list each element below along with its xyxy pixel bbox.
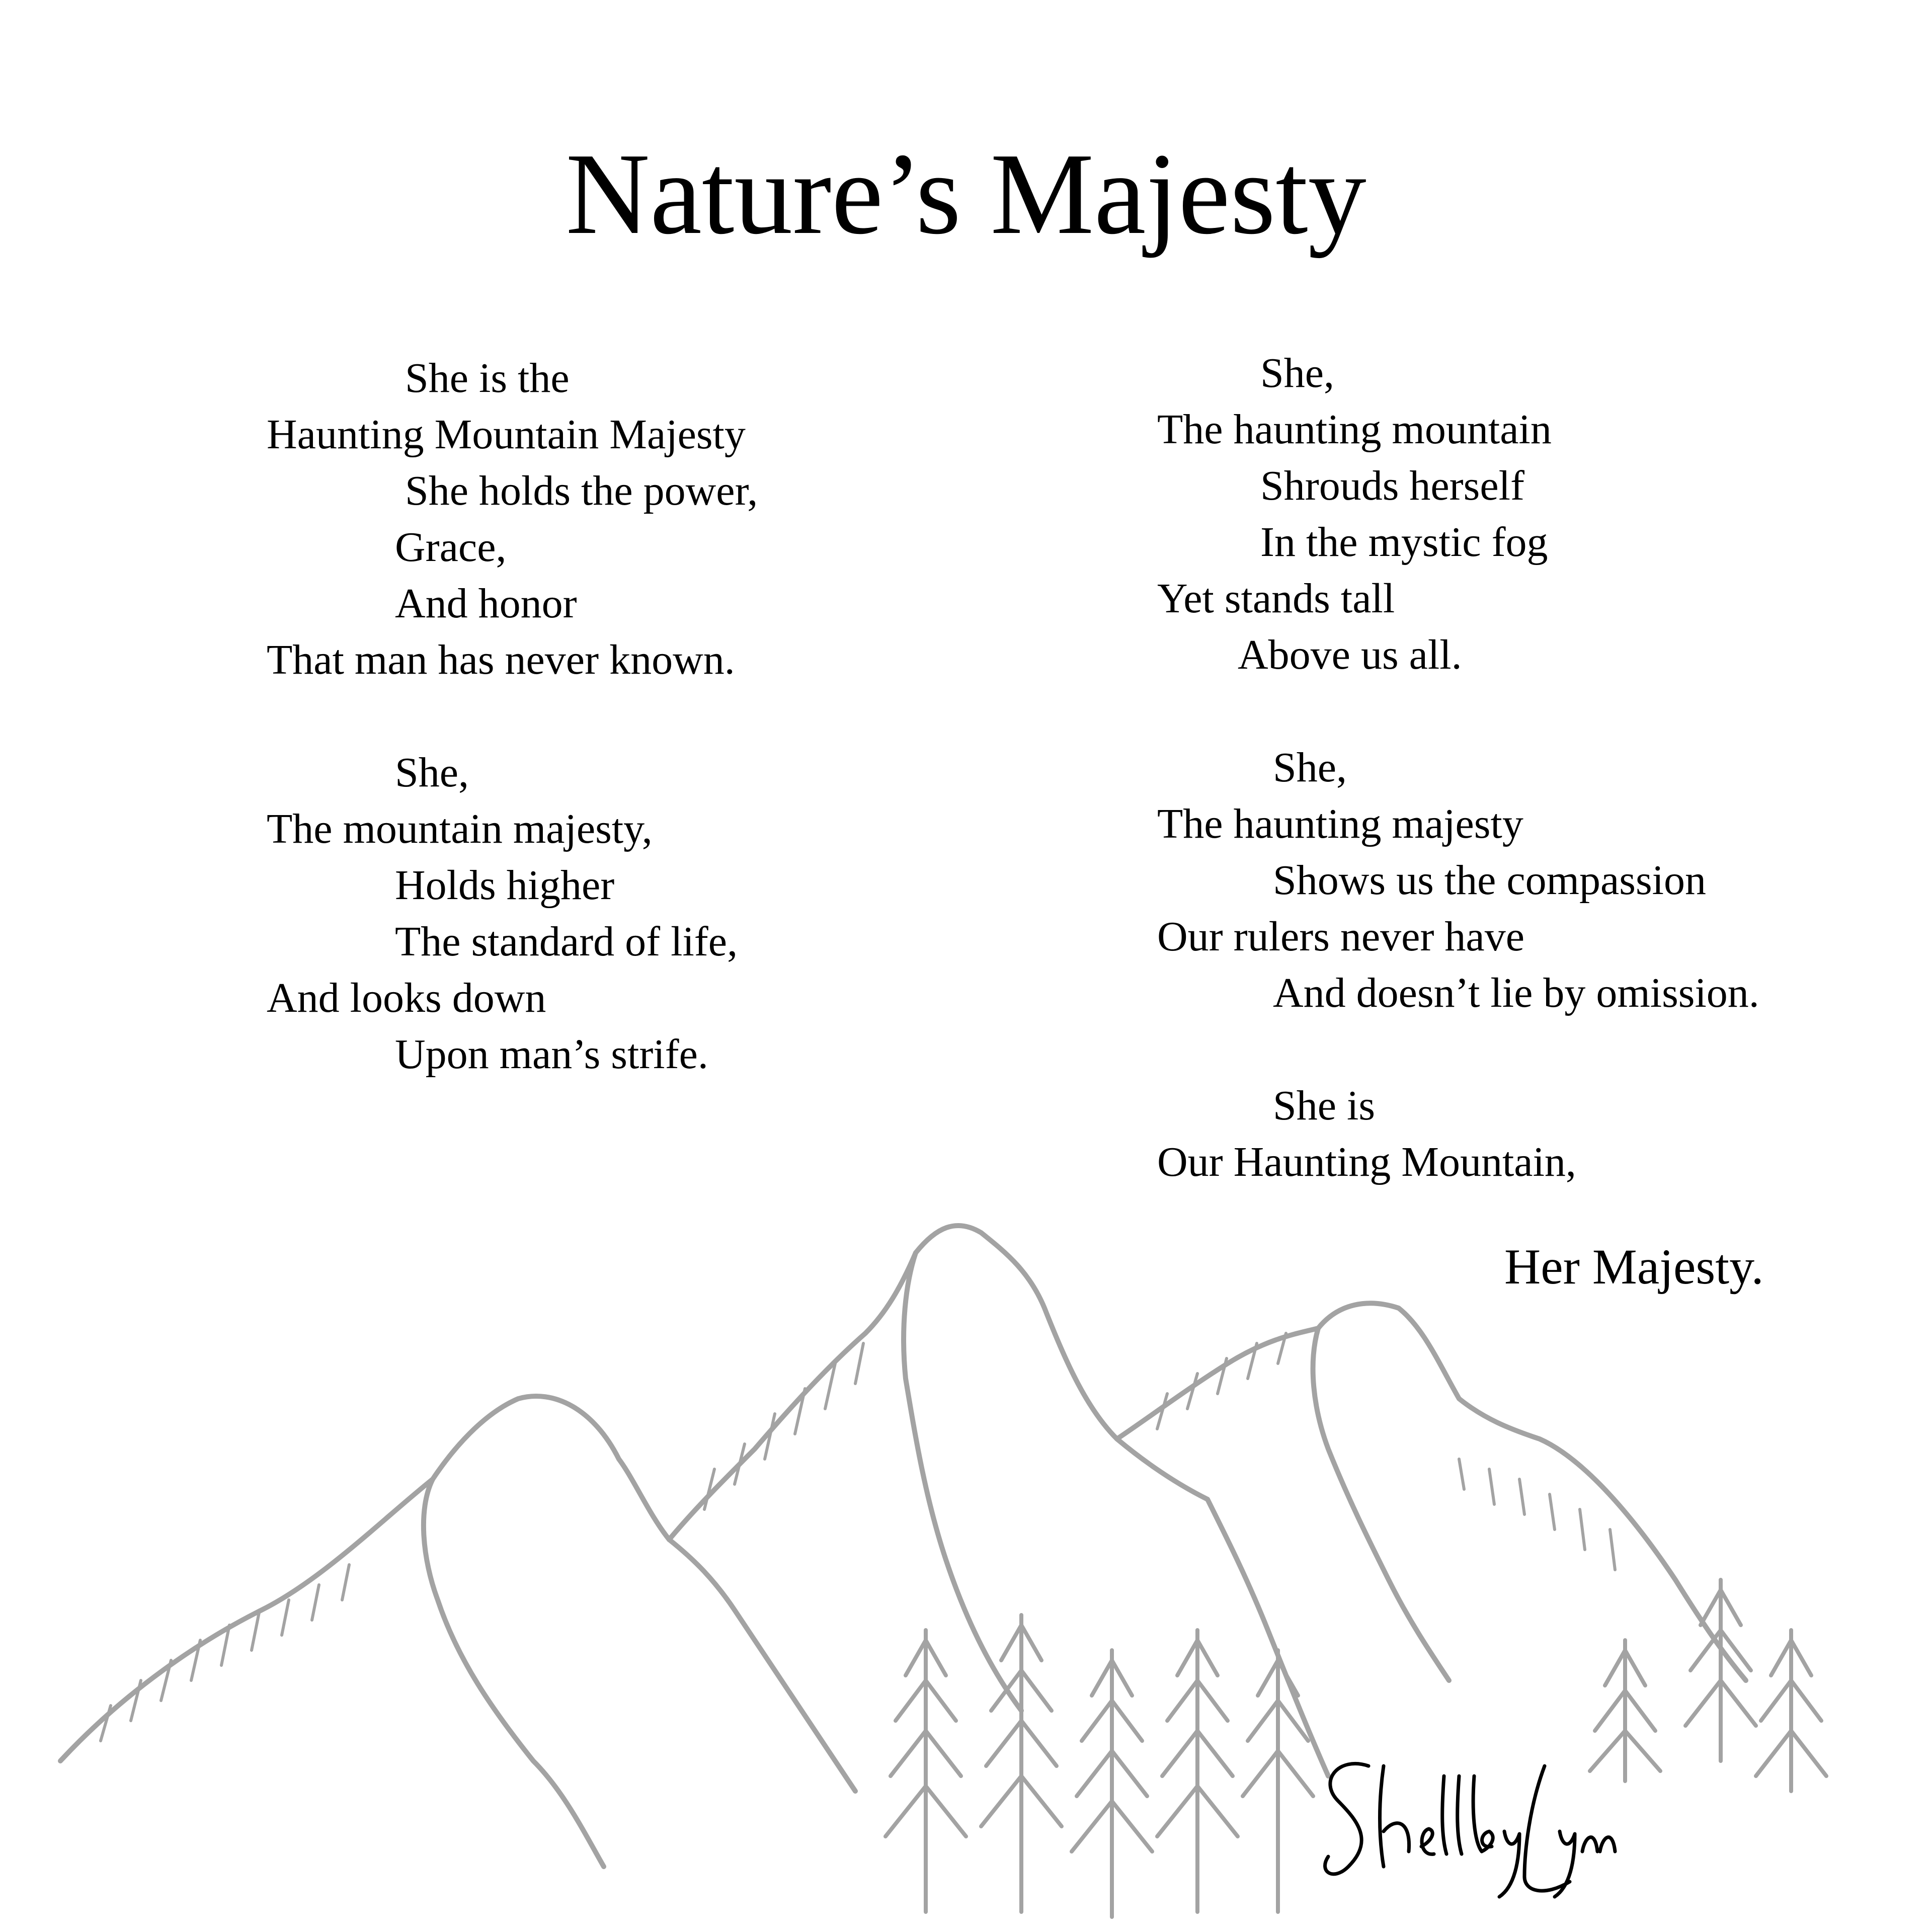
mountain-illustration xyxy=(0,1197,1932,1932)
hatching xyxy=(704,1343,863,1509)
pine-tree xyxy=(1072,1650,1152,1917)
poem-line: She is the xyxy=(405,355,570,401)
mountain-outline xyxy=(1313,1328,1449,1680)
poem-line: She, xyxy=(1260,350,1334,396)
pine-tree xyxy=(886,1630,966,1912)
poem-line: Our rulers never have xyxy=(1157,913,1524,960)
poem-line: Our Haunting Mountain, xyxy=(1157,1139,1576,1185)
mountain-outline xyxy=(424,1479,604,1867)
closing-line: Her Majesty. xyxy=(1504,1239,1764,1295)
poem-line: And looks down xyxy=(267,975,546,1021)
pine-tree xyxy=(1157,1630,1238,1912)
poem-line: And honor xyxy=(395,580,577,627)
signature-mark xyxy=(1308,1746,1630,1907)
poem-line: The mountain majesty, xyxy=(267,806,653,852)
hatching xyxy=(1157,1333,1286,1429)
poem-line: Shows us the compassion xyxy=(1273,857,1706,904)
poem-line: The standard of life, xyxy=(395,918,738,965)
mountain-outline xyxy=(904,1253,1021,1711)
poem-line: The haunting mountain xyxy=(1157,406,1552,453)
poem-line: Haunting Mountain Majesty xyxy=(267,411,746,458)
poem-line: That man has never known. xyxy=(267,636,735,683)
mountain-outline xyxy=(1208,1499,1328,1776)
mountain-outline xyxy=(1117,1303,1746,1680)
poem-line: And doesn’t lie by omission. xyxy=(1273,970,1759,1016)
mountain-outline xyxy=(669,1540,855,1791)
poem-line: Upon man’s strife. xyxy=(395,1031,708,1078)
poem-line: Above us all. xyxy=(1238,631,1462,678)
poem-line: She is xyxy=(1273,1082,1376,1129)
poem-line: Grace, xyxy=(395,524,507,571)
poem-line: The haunting majesty xyxy=(1157,800,1523,847)
poem-line: She holds the power, xyxy=(405,467,758,514)
poem-line: Holds higher xyxy=(395,862,615,909)
hatching xyxy=(101,1565,349,1741)
mountain-outline xyxy=(60,1396,669,1761)
poem-line: In the mystic fog xyxy=(1260,519,1548,566)
pine-tree xyxy=(981,1615,1062,1912)
poem-title: Nature’s Majesty xyxy=(566,129,1366,259)
poem-line: Yet stands tall xyxy=(1157,575,1395,622)
poem-line: Shrouds herself xyxy=(1260,462,1524,509)
pine-tree xyxy=(1243,1650,1313,1912)
poem-line: She, xyxy=(1273,744,1347,791)
mountain-outline xyxy=(669,1226,1208,1540)
pine-tree xyxy=(1756,1630,1826,1791)
poem-line: She, xyxy=(395,749,469,796)
pine-tree xyxy=(1685,1580,1756,1761)
